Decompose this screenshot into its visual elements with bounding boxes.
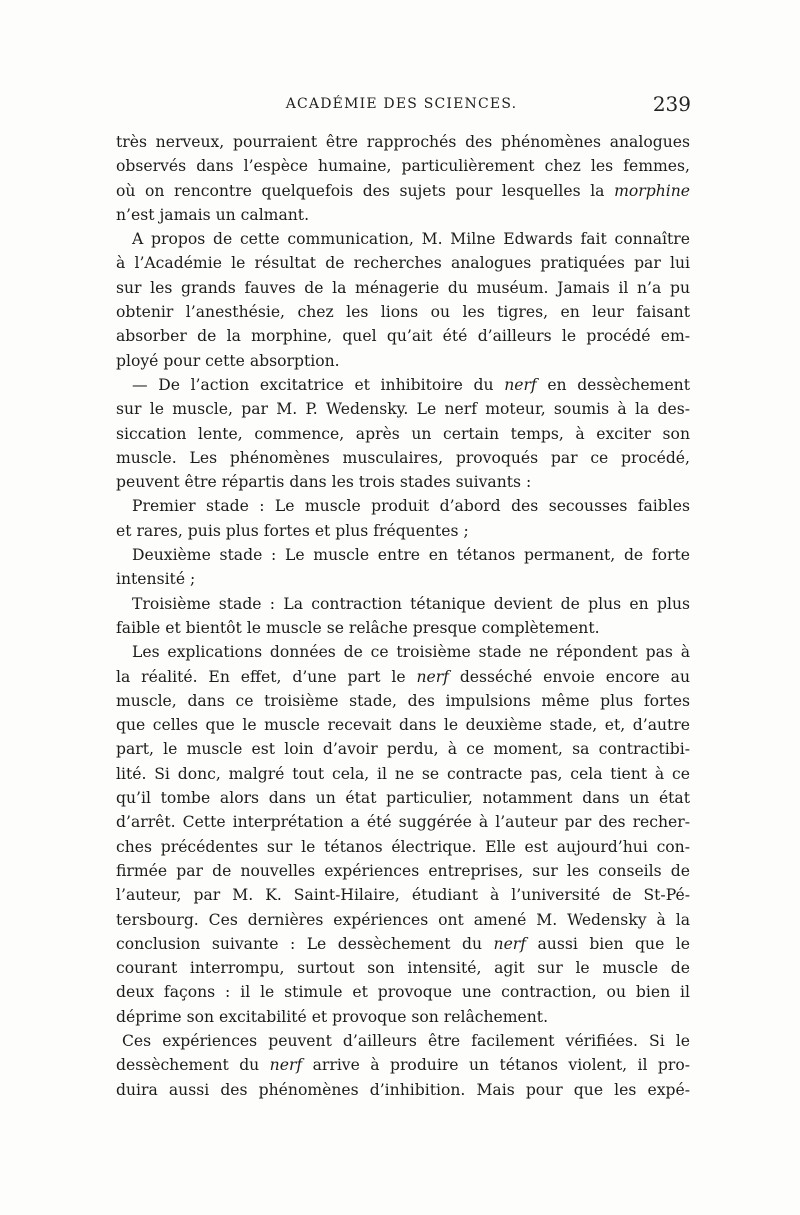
- text-line: part, le muscle est loin d’avoir perdu, à ce moment, sa contractibi-: [116, 740, 690, 759]
- text-line: qu’il tombe alors dans un état particulier, notamment dans un état: [116, 789, 690, 808]
- text-line: Deuxième stade : Le muscle entre en tétanos permanent, de forte: [132, 546, 690, 565]
- running-head: [118, 92, 691, 120]
- text-line: Ces expériences peuvent d’ailleurs être facilement vérifiées. Si le: [122, 1031, 690, 1050]
- text-line: dessèchement du nerf arrive à produire un tétanos violent, il pro-: [116, 1056, 690, 1075]
- text-line: absorber de la morphine, quel qu’ait été d’ailleurs le procédé em-: [116, 327, 690, 346]
- italic-term: nerf: [504, 375, 537, 394]
- text-line: lité. Si donc, malgré tout cela, il ne se contracte pas, cela tient à ce: [116, 764, 690, 783]
- page-number: 239: [652, 92, 691, 116]
- text-line: sur les grands fauves de la ménagerie du muséum. Jamais il n’a pu: [116, 278, 690, 297]
- text-line: muscle. Les phénomènes musculaires, provoqués par ce procédé,: [116, 448, 690, 467]
- text-line: deux façons : il le stimule et provoque une contraction, ou bien il: [116, 983, 690, 1002]
- text-line: obtenir l’anesthésie, chez les lions ou les tigres, en leur faisant: [116, 303, 690, 322]
- text-line: A propos de cette communication, M. Milne Edwards fait connaître: [132, 230, 690, 249]
- text-line: d’arrêt. Cette interprétation a été suggérée à l’auteur par des recher-: [116, 813, 690, 832]
- text-line: peuvent être répartis dans les trois stades suivants :: [116, 473, 532, 492]
- text-line: observés dans l’espèce humaine, particulièrement chez les femmes,: [116, 157, 690, 176]
- text-line: ches précédentes sur le tétanos électrique. Elle est aujourd’hui con-: [116, 837, 690, 856]
- italic-term: morphine: [614, 181, 690, 200]
- text-line: intensité ;: [116, 570, 196, 589]
- text-line: conclusion suivante : Le dessèchement du nerf aussi bien que le: [116, 934, 690, 953]
- text-line: la réalité. En effet, d’une part le nerf desséché envoie encore au: [116, 667, 690, 686]
- text-line: Les explications données de ce troisième stade ne répondent pas à: [132, 643, 690, 662]
- italic-term: nerf: [269, 1056, 303, 1075]
- text-line: Premier stade : Le muscle produit d’abord des secousses faibles: [132, 497, 690, 516]
- text-line: très nerveux, pourraient être rapprochés des phénomènes analogues: [116, 133, 690, 151]
- text-line: siccation lente, commence, après un certain temps, à exciter son: [116, 424, 690, 443]
- text-line: Troisième stade : La contraction tétanique devient de plus en plus: [132, 594, 690, 613]
- text-line: à l’Académie le résultat de recherches analogues pratiquées par lui: [116, 254, 690, 273]
- body-text: [116, 130, 690, 1102]
- italic-term: nerf: [493, 934, 527, 953]
- text-line: faible et bientôt le muscle se relâche presque complètement.: [116, 618, 600, 637]
- text-line: n’est jamais un calmant.: [116, 205, 310, 224]
- running-title: ACADÉMIE DES SCIENCES.: [285, 96, 518, 112]
- text-line: sur le muscle, par M. P. Wedensky. Le nerf moteur, soumis à la des-: [116, 400, 690, 419]
- text-line: firmée par de nouvelles expériences entreprises, sur les conseils de: [116, 861, 690, 880]
- text-line: muscle, dans ce troisième stade, des impulsions même plus fortes: [116, 691, 690, 710]
- italic-term: nerf: [416, 667, 449, 686]
- text-line: courant interrompu, surtout son intensité, agit sur le muscle de: [116, 959, 690, 978]
- text-line: tersbourg. Ces dernières expériences ont amené M. Wedensky à la: [116, 910, 690, 929]
- text-line: — De l’action excitatrice et inhibitoire du nerf en dessèchement: [132, 375, 690, 394]
- text-line: l’auteur, par M. K. Saint-Hilaire, étudiant à l’université de St-Pé-: [116, 886, 690, 905]
- text-line: et rares, puis plus fortes et plus fréquentes ;: [116, 521, 469, 540]
- text-line: duira aussi des phénomènes d’inhibition. Mais pour que les expé-: [116, 1080, 690, 1099]
- text-line: que celles que le muscle recevait dans le deuxième stade, et, d’autre: [116, 716, 690, 735]
- text-line: ployé pour cette absorption.: [116, 351, 340, 370]
- text-line: déprime son excitabilité et provoque son relâchement.: [116, 1007, 549, 1026]
- text-line: où on rencontre quelquefois des sujets pour lesquelles la morphine: [116, 181, 690, 200]
